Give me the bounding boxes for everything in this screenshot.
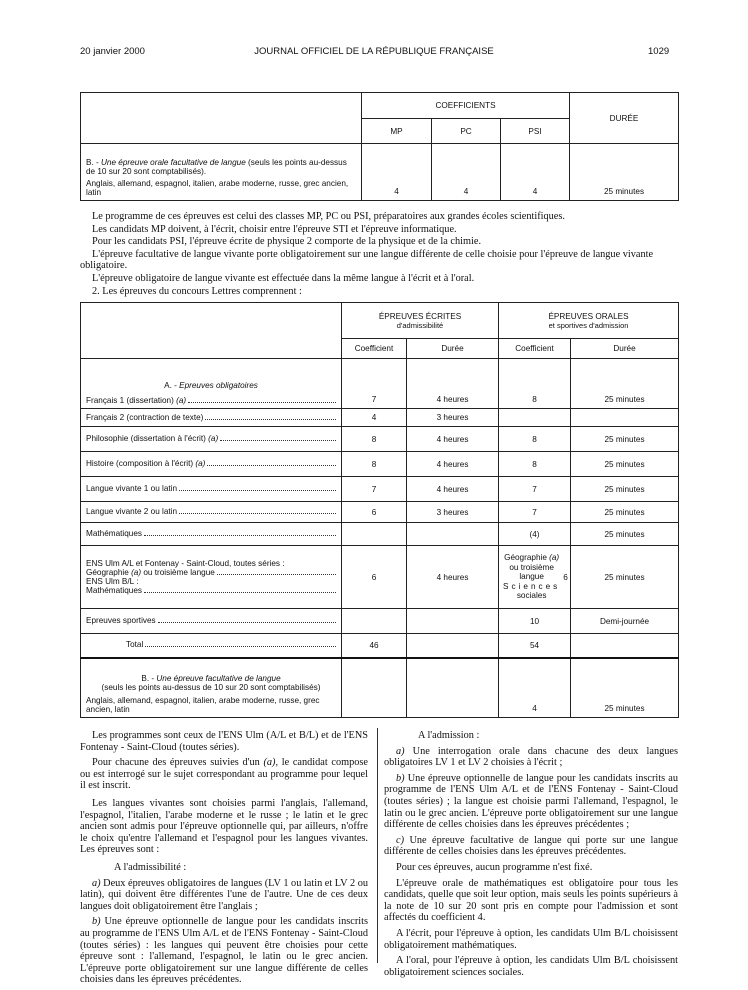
cell-oc: 8 <box>499 427 571 452</box>
coefficients-header: COEFFICIENTS <box>362 93 570 119</box>
paragraph: Les candidats MP doivent, à l'écrit, choisir entre l'épreuve STI et l'épreuve informatique. <box>92 223 457 235</box>
cell-duree: 25 minutes <box>570 144 679 201</box>
table-row: Philosophie (dissertation à l'écrit) (a) 8 4 heures 8 25 minutes <box>81 427 679 452</box>
cell-ec: 6 <box>342 502 407 523</box>
lettres-table <box>80 302 679 718</box>
cell-ec: 8 <box>342 452 407 477</box>
cell-od: 25 minutes <box>571 427 679 452</box>
table-row-b: B. - Une épreuve facultative de langue (seuls les points au-dessus de 10 sur 20 sont comptabilisés) Anglais, allemand, espagnol, italien, arabe moderne, russe, grec ancien, latin 4 25 minutes <box>81 658 679 718</box>
paragraph: Pour les candidats PSI, l'épreuve écrite de physique 2 comporte de la physique et de la chimie. <box>92 236 482 248</box>
paragraph: Le programme de ces épreuves est celui des classes MP, PC ou PSI, préparatoires aux grandes écoles scientifiques. <box>92 211 565 222</box>
col-coef-ecrit: Coefficient <box>342 339 407 359</box>
col-duree-oral: Durée <box>571 339 679 359</box>
cell-ec: 7 <box>342 359 407 409</box>
table-row: Mathématiques (4) 25 minutes <box>81 523 679 546</box>
cell-od <box>571 409 679 427</box>
ecrites-header: ÉPREUVES ÉCRITES d'admissibilité <box>342 303 499 339</box>
header-date: 20 janvier 2000 <box>80 46 145 57</box>
coefficients-table <box>80 92 679 201</box>
paragraph: L'épreuve facultative de langue vivante porte obligatoirement sur une langue différente de celle choisie pour l'épreuve de langue vivante obligatoire. <box>80 248 654 272</box>
cell-psi: 4 <box>501 144 570 201</box>
right-column: A l'admission : a) Une interrogation orale dans chacune des deux langues obligatoires LV 1 et LV 2 choisies à l'écrit ; b) Une épreuve optionnelle de langue pour les candidats inscrits au programme de l'ENS Ulm A/L et de l'ENS Fontenay - Saint-Cloud (toutes séries) ; la langue est choisie parmi l'allemand, l'espagnol, le latin ou le grec ancien. L'épreuve porte obligatoirement sur une langue différente de celles choisies dans les épreuves précédentes ; c) Une épreuve facultative de langue qui porte sur une langue différente de celles choisies dans les épreuves précédentes. Pour ces épreuves, aucun programme n'est fixé. L'épreuve orale de mathématiques est obligatoire pour tous les candidats, quelle que soit leur option, mais seuls les points supérieurs à la note de 10 sur 20 sont pris en compte pour l'admission et sont affectés du coefficient 4. A l'écrit, pour l'épreuve à option, les candidats Ulm B/L choisissent obligatoirement mathématiques. A l'oral, pour l'épreuve à option, les candidats Ulm B/L choisissent obligatoirement sciences sociales. <box>384 730 678 978</box>
table-row: Langue vivante 1 ou latin 7 4 heures 7 25 minutes <box>81 477 679 502</box>
table-row: Langue vivante 2 ou latin 6 3 heures 7 25 minutes <box>81 502 679 523</box>
cell-ec <box>342 523 407 546</box>
col-psi: PSI <box>501 119 570 144</box>
cell-ed <box>407 523 499 546</box>
cell-ed: 4 heures <box>407 452 499 477</box>
col-mp: MP <box>362 119 432 144</box>
cell-ed: 4 heures <box>407 427 499 452</box>
cell-ec: 4 <box>342 409 407 427</box>
cell-oc: 8 <box>499 359 571 409</box>
table-row-sport: Epreuves sportives 10 Demi-journée <box>81 609 679 634</box>
journal-title: JOURNAL OFFICIEL DE LA RÉPUBLIQUE FRANÇAISE <box>254 46 494 57</box>
cell-od: 25 minutes <box>571 502 679 523</box>
cell-ec: 7 <box>342 477 407 502</box>
cell-oc: 8 <box>499 452 571 477</box>
cell-pc: 4 <box>432 144 501 201</box>
cell-oc: 7 <box>499 502 571 523</box>
cell-mp: 4 <box>362 144 432 201</box>
paragraph: 2. Les épreuves du concours Lettres comprennent : <box>92 285 302 297</box>
cell-od: 25 minutes <box>571 359 679 409</box>
cell-oc: (4) <box>499 523 571 546</box>
left-column: Les programmes sont ceux de l'ENS Ulm (A/L et B/L) et de l'ENS Fontenay - Saint-Cloud (toutes séries). Pour chacune des épreuves suivies d'un (a), le candidat compose ou est interrogé sur le sujet correspondant au programme pour lequel il est inscrit. Les langues vivantes sont choisies parmi l'anglais, l'allemand, l'espagnol, l'italien, l'arabe moderne et le russe ; le latin et le grec ancien sont admis pour l'épreuve optionnelle qui, par ailleurs, n'offre le choix qu'entre l'allemand et l'espagnol pour les langues vivantes. Les épreuves sont : A l'admissibilité : a) Deux épreuves obligatoires de langues (LV 1 ou latin et LV 2 ou latin), qui doivent être différentes l'une de l'autre. Une de ces deux langues doit obligatoirement être l'anglais ; b) Une épreuve optionnelle de langue pour les candidats inscrits au programme de l'ENS Ulm A/L et de l'ENS Fontenay - Saint-Cloud (toutes séries) : les langues qui peuvent être choisies pour cette épreuve sont : l'allemand, l'espagnol, le latin ou le grec ancien. L'épreuve porte obligatoirement sur une langue différente de celles choisies dans les épreuves précédentes. <box>80 730 368 986</box>
table-row-ens: ENS Ulm A/L et Fontenay - Saint-Cloud, toutes séries : Géographie (a) ou troisième langue ENS Ulm B/L : Mathématiques 6 4 heures Géographie (a) ou troisième langue Sciences sociales 6 25 minutes <box>81 546 679 609</box>
col-duree-ecrit: Durée <box>407 339 499 359</box>
table-row: Histoire (composition à l'écrit) (a) 8 4 heures 8 25 minutes <box>81 452 679 477</box>
page-number: 1029 <box>648 46 670 57</box>
orales-header: ÉPREUVES ORALES et sportives d'admission <box>499 303 679 339</box>
col-coef-oral: Coefficient <box>499 339 571 359</box>
cell-oc <box>499 409 571 427</box>
cell-ec: 8 <box>342 427 407 452</box>
table-row-total: Total 46 54 <box>81 634 679 658</box>
column-divider <box>377 728 378 963</box>
table-row: Français 2 (contraction de texte) 4 3 heures <box>81 409 679 427</box>
cell-ed: 3 heures <box>407 502 499 523</box>
duree-header: DURÉE <box>570 93 679 144</box>
paragraph: L'épreuve obligatoire de langue vivante est effectuée dans la même langue à l'écrit et à l'oral. <box>92 272 475 284</box>
table-row: A. - Epreuves obligatoires Français 1 (dissertation) (a) 7 4 heures 8 25 minutes <box>81 359 679 409</box>
col-pc: PC <box>432 119 501 144</box>
cell-od: 25 minutes <box>571 477 679 502</box>
row-label: B. - Une épreuve orale facultative de langue (seuls les points au-dessus de 10 sur 20 sont comptabilisés). Anglais, allemand, espagnol, italien, arabe moderne, russe, grec ancien, latin <box>81 144 362 201</box>
paragraphs-1 <box>80 211 678 298</box>
cell-od: 25 minutes <box>571 523 679 546</box>
cell-ed: 4 heures <box>407 477 499 502</box>
cell-ed: 3 heures <box>407 409 499 427</box>
cell-od: 25 minutes <box>571 452 679 477</box>
cell-oc: 7 <box>499 477 571 502</box>
cell-ed: 4 heures <box>407 359 499 409</box>
